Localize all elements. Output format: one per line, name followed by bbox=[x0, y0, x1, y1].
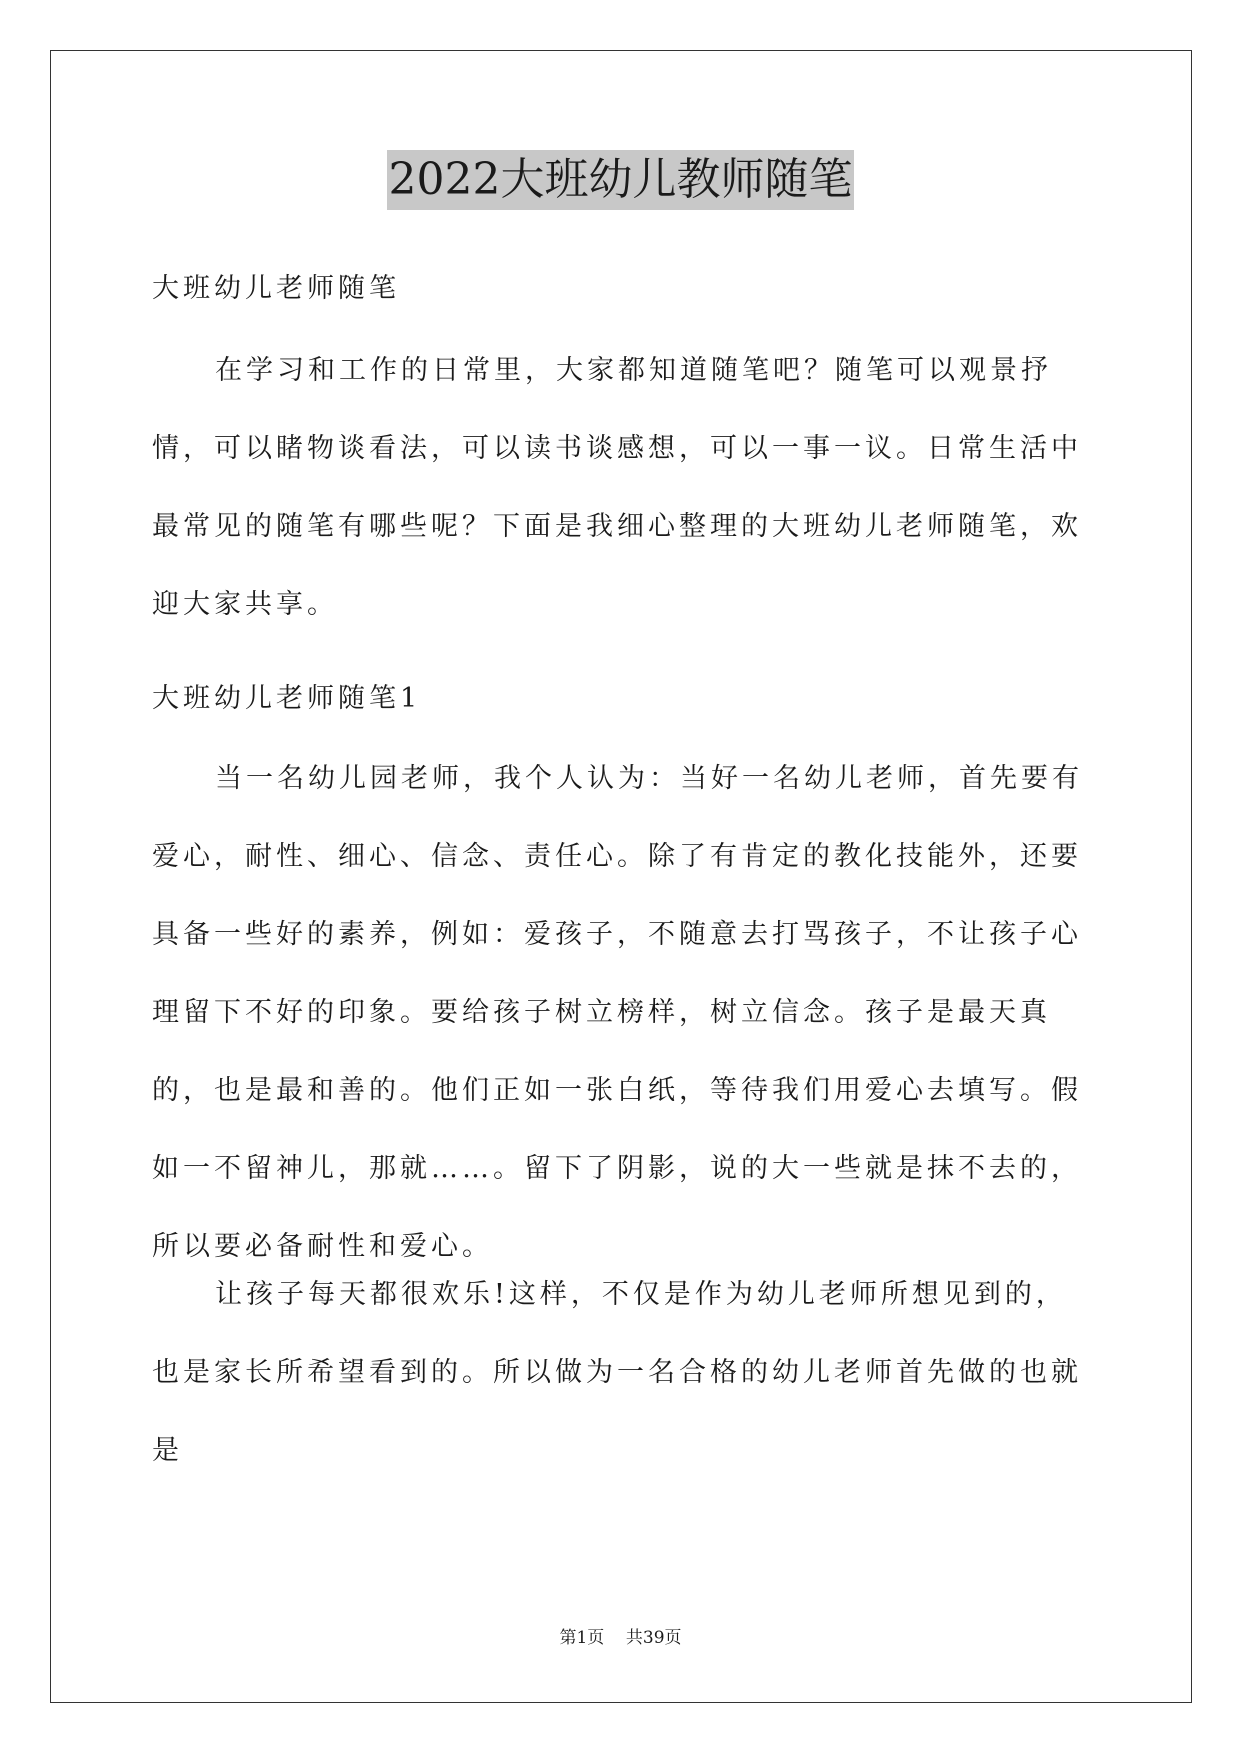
body-paragraph-2: 让孩子每天都很欢乐!这样，不仅是作为幼儿老师所想见到的，也是家长所希望看到的。所以做为一名合格的幼儿老师首先做的也就是 bbox=[152, 1279, 1082, 1466]
page-number: 第1页 bbox=[559, 1628, 605, 1648]
document-title: 2022大班幼儿教师随笔 bbox=[387, 150, 855, 210]
document-subtitle: 大班幼儿老师随笔 bbox=[152, 273, 400, 304]
body-paragraph-1: 当一名幼儿园老师，我个人认为：当好一名幼儿老师，首先要有爱心，耐性、细心、信念、责任心。除了有肯定的教化技能外，还要具备一些好的素养，例如：爱孩子，不随意去打骂孩子，不让孩子心理留下不好的印象。要给孩子树立榜样，树立信念。孩子是最天真的，也是最和善的。他们正如一张白纸，等待我们用爱心去填写。假如一不留神儿，那就……。留下了阴影，说的大一些就是抹不去的，所以要必备耐性和爱心。 bbox=[152, 763, 1083, 1262]
page-total: 共39页 bbox=[625, 1628, 682, 1648]
page-footer bbox=[0, 1626, 1241, 1650]
section-heading: 大班幼儿老师随笔1 bbox=[152, 683, 422, 714]
title-container bbox=[0, 150, 1241, 210]
intro-paragraph: 在学习和工作的日常里，大家都知道随笔吧？随笔可以观景抒情，可以睹物谈看法，可以读书谈感想，可以一事一议。日常生活中最常见的随笔有哪些呢？下面是我细心整理的大班幼儿老师随笔，欢迎大家共享。 bbox=[152, 355, 1082, 620]
